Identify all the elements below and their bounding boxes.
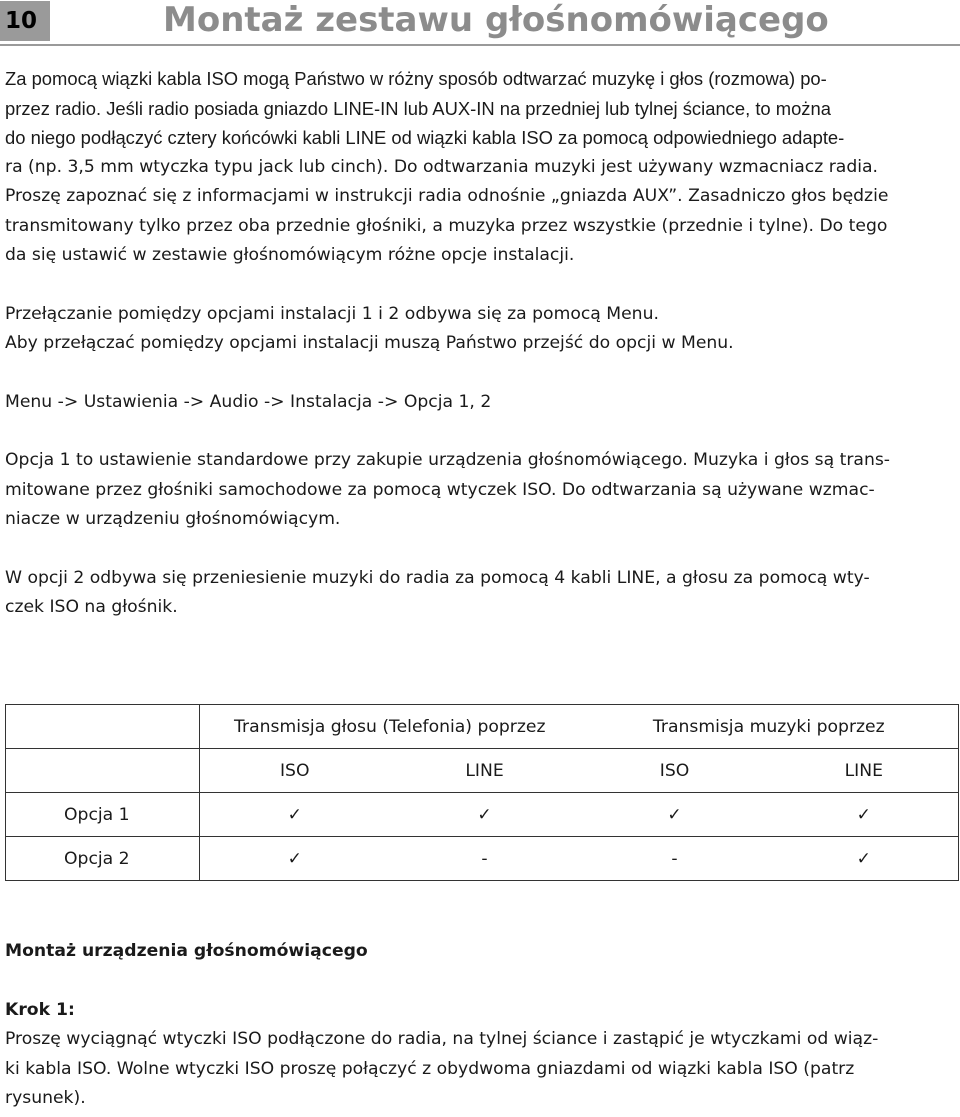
intro-line: da się ustawić w zestawie głośnomówiącym różne opcje instalacji.	[5, 245, 575, 265]
subheader-voice-iso: ISO	[200, 749, 390, 793]
intro-line: transmitowany tylko przez oba przednie głośniki, a muzyka przez wszystkie (przednie i tylne). Do tego	[5, 215, 888, 236]
option1-paragraph	[5, 446, 958, 535]
intro-line: ra (np. 3,5 mm wtyczka typu jack lub cinch). Do odtwarzania muzyki jest używany wzmacniacz radia.	[5, 156, 879, 177]
row-label-option1: Opcja 1	[6, 793, 200, 837]
table-corner-cell	[6, 705, 200, 749]
step-line: rysunek).	[5, 1088, 86, 1108]
page-title: Montaż zestawu głośnomówiącego	[163, 0, 829, 40]
voice-group-header: Transmisja głosu (Telefonia) poprzez	[200, 705, 580, 749]
switching-line: Aby przełączać pomiędzy opcjami instalacji muszą Państwo przejść do opcji w Menu.	[5, 333, 734, 353]
intro-line: przez radio. Jeśli radio posiada gniazdo LINE-IN lub AUX-IN na przedniej lub tylnej ściance, to można	[5, 97, 831, 119]
table-group-header-row	[6, 705, 959, 749]
option2-line: W opcji 2 odbywa się przeniesienie muzyki do radia za pomocą 4 kabli LINE, a głosu za pomocą wty-	[5, 567, 870, 588]
checkmark-icon: ✓	[770, 837, 959, 881]
checkmark-icon: ✓	[770, 793, 959, 837]
mounting-heading: Montaż urządzenia głośnomówiącego	[5, 941, 368, 961]
mounting-section	[5, 937, 958, 1114]
step-label: Krok 1:	[5, 999, 75, 1020]
option2-paragraph	[5, 564, 958, 623]
body-content	[5, 64, 958, 623]
options-table	[5, 704, 959, 881]
menu-path: Menu -> Ustawienia -> Audio -> Instalacja -> Opcja 1, 2	[5, 391, 492, 412]
intro-paragraph	[5, 64, 958, 271]
checkmark-icon: ✓	[200, 837, 390, 881]
header-rule	[0, 44, 960, 46]
checkmark-icon: ✓	[200, 793, 390, 837]
page-number: 10	[0, 1, 50, 41]
table-subheader-row	[6, 749, 959, 793]
dash-cell: -	[390, 837, 580, 881]
intro-line: Za pomocą wiązki kabla ISO mogą Państwo w różny sposób odtwarzać muzykę i głos (rozmowa) po-	[5, 68, 827, 89]
subheader-music-iso: ISO	[580, 749, 770, 793]
row-label-option2: Opcja 2	[6, 837, 200, 881]
step-line: Proszę wyciągnąć wtyczki ISO podłączone do radia, na tylnej ściance i zastąpić je wtyczkami od wiąz-	[5, 1029, 879, 1049]
option1-line: mitowane przez głośniki samochodowe za pomocą wtyczek ISO. Do odtwarzania są używane wzmac-	[5, 479, 875, 500]
switching-paragraph	[5, 300, 958, 359]
intro-line: Proszę zapoznać się z informacjami w instrukcji radia odnośnie „gniazda AUX”. Zasadniczo głos będzie	[5, 186, 889, 206]
table-row	[6, 793, 959, 837]
intro-line: do niego podłączyć cztery końcówki kabli LINE od wiązki kabla ISO za pomocą odpowiedniego adapte-	[5, 127, 845, 148]
step-line: ki kabla ISO. Wolne wtyczki ISO proszę połączyć z obydwoma gniazdami od wiązki kabla ISO (patrz	[5, 1058, 855, 1079]
subheader-voice-line: LINE	[390, 749, 580, 793]
subheader-music-line: LINE	[770, 749, 959, 793]
music-group-header: Transmisja muzyki poprzez	[580, 705, 959, 749]
page-header	[0, 0, 960, 46]
option2-line: czek ISO na głośnik.	[5, 597, 178, 617]
option1-line: niacze w urządzeniu głośnomówiącym.	[5, 509, 341, 529]
checkmark-icon: ✓	[390, 793, 580, 837]
checkmark-icon: ✓	[580, 793, 770, 837]
switching-line: Przełączanie pomiędzy opcjami instalacji 1 i 2 odbywa się za pomocą Menu.	[5, 303, 659, 324]
table-row	[6, 837, 959, 881]
option1-line: Opcja 1 to ustawienie standardowe przy zakupie urządzenia głośnomówiącego. Muzyka i głos są trans-	[5, 450, 891, 470]
dash-cell: -	[580, 837, 770, 881]
